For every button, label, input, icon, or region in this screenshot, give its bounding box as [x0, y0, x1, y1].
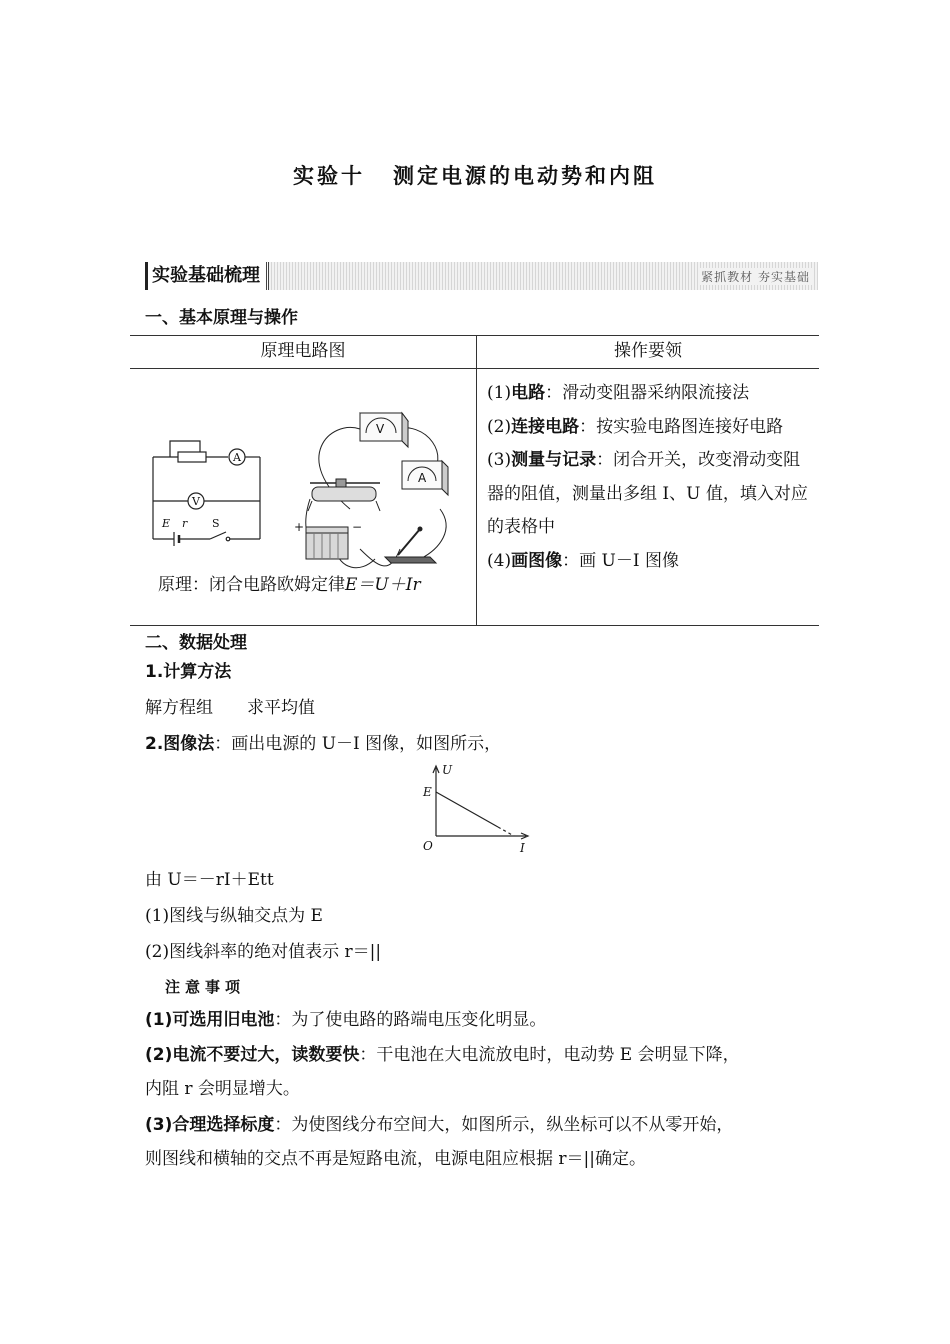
plus-label: +	[294, 520, 305, 534]
banner-tagline: 紧抓教材 夯实基础	[701, 270, 810, 284]
banner-label: 实验基础梳理	[145, 262, 269, 290]
circuit-schematic	[148, 429, 268, 549]
voltmeter-box	[360, 413, 408, 447]
step-item: (2)连接电路：按实验电路图连接好电路	[487, 416, 784, 437]
ammeter-face-label: A	[418, 471, 427, 485]
rheostat	[308, 479, 380, 511]
switch-label: S	[212, 517, 220, 530]
method2-line	[145, 732, 501, 756]
graph-y-label: U	[442, 763, 453, 777]
note-item-continued: 内阻 r 会明显增大。	[145, 1079, 300, 1099]
step-item: (3)测量与记录：闭合开关，改变滑动变阻器的阻值，测量出多组 I、U 值，填入对应的表格中	[487, 450, 808, 537]
section2-heading: 二、数据处理	[145, 633, 247, 653]
graph-x-label: I	[520, 841, 525, 855]
knife-switch	[385, 527, 436, 564]
method1-title: 1.计算方法	[145, 662, 232, 682]
method2-title: 2.图像法	[145, 734, 215, 754]
page-title	[0, 160, 950, 190]
note-item: (3)合理选择标度：为使图线分布空间大，如图所示，纵坐标可以不从零开始，	[145, 1115, 734, 1135]
title-part2: 测定电源的电动势和内阻	[393, 163, 657, 188]
principle-line	[158, 573, 421, 597]
note-item: (1)可选用旧电池：为了使电路的路端电压变化明显。	[145, 1010, 547, 1030]
col2-header: 操作要领	[614, 341, 682, 361]
ammeter-box	[402, 461, 448, 495]
ui-graph	[418, 762, 538, 858]
col1-header: 原理电路图	[260, 341, 346, 361]
point2: (2)图线斜率的绝对值表示 r＝||	[145, 942, 382, 962]
battery	[294, 520, 362, 559]
section1-heading: 一、基本原理与操作	[145, 308, 298, 328]
step-item: (1)电路：滑动变阻器采纳限流接法	[487, 383, 750, 403]
title-part1: 实验十	[293, 163, 365, 188]
relation-line: 由 U＝－rI＋Ett	[145, 870, 274, 890]
graph-e-label: E	[423, 785, 432, 799]
table-header-cell	[130, 336, 477, 369]
emf-label: E	[162, 517, 171, 530]
step-item: (4)画图像：画 U－I 图像	[487, 550, 679, 571]
minus-label: −	[352, 520, 363, 534]
note-item-continued: 则图线和横轴的交点不再是短路电流，电源电阻应根据 r＝||确定。	[145, 1149, 646, 1169]
voltmeter-label: V	[192, 495, 200, 508]
method1-text: 解方程组 求平均值	[145, 698, 315, 718]
operations-table	[130, 335, 819, 626]
principle-prefix: 原理：闭合电路欧姆定律	[158, 575, 345, 595]
table-header-cell	[477, 336, 820, 369]
notes-title: 注意事项	[165, 978, 246, 996]
circuit-cell	[130, 369, 477, 626]
apparatus-drawing	[290, 399, 470, 579]
point1: (1)图线与纵轴交点为 E	[145, 906, 323, 926]
r-label: r	[182, 517, 188, 530]
voltmeter-face-label: V	[376, 422, 385, 436]
note-item: (2)电流不要过大，读数要快：干电池在大电流放电时，电动势 E 会明显下降，	[145, 1045, 740, 1065]
steps-list	[477, 369, 819, 578]
ammeter-label: A	[233, 451, 241, 464]
section-banner	[145, 262, 818, 290]
principle-formula: E＝U＋Ir	[345, 575, 421, 595]
graph-origin-label: O	[423, 839, 433, 853]
method2-text: ：画出电源的 U－I 图像，如图所示，	[214, 734, 502, 754]
steps-cell	[477, 369, 820, 626]
